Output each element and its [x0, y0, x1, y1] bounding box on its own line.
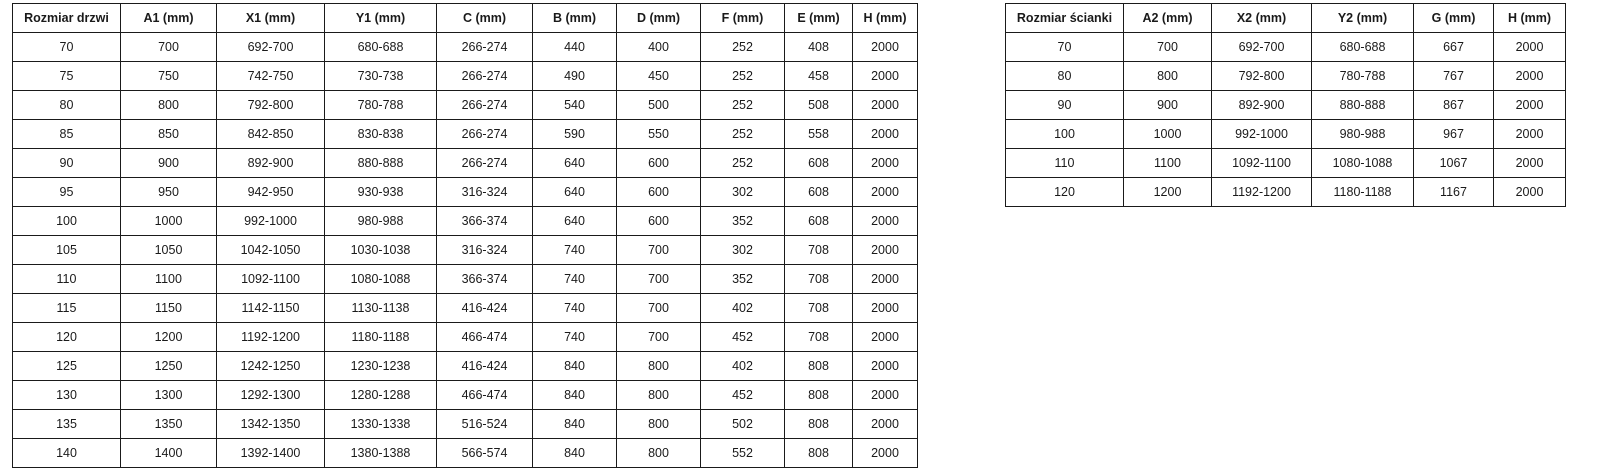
cell: 840 — [533, 381, 617, 410]
cell: 2000 — [853, 149, 918, 178]
cell: 452 — [701, 323, 785, 352]
cell: 867 — [1414, 91, 1494, 120]
cell: 700 — [121, 33, 217, 62]
cell: 2000 — [853, 236, 918, 265]
cell: 500 — [617, 91, 701, 120]
cell: 75 — [13, 62, 121, 91]
cell: 110 — [1006, 149, 1124, 178]
cell: 1192-1200 — [1212, 178, 1312, 207]
cell: 302 — [701, 236, 785, 265]
cell: 100 — [1006, 120, 1124, 149]
cell: 1067 — [1414, 149, 1494, 178]
wall-table-header — [1006, 4, 1566, 33]
cell: 692-700 — [1212, 33, 1312, 62]
cell: 302 — [701, 178, 785, 207]
cell: 516-524 — [437, 410, 533, 439]
cell: 2000 — [853, 381, 918, 410]
cell: 1300 — [121, 381, 217, 410]
cell: 2000 — [853, 120, 918, 149]
cell: 600 — [617, 207, 701, 236]
cell: 800 — [121, 91, 217, 120]
cell: 1100 — [1124, 149, 1212, 178]
door-table-body — [13, 33, 918, 468]
cell: 95 — [13, 178, 121, 207]
cell: 1242-1250 — [217, 352, 325, 381]
cell: 730-738 — [325, 62, 437, 91]
cell: 552 — [701, 439, 785, 468]
cell: 708 — [785, 323, 853, 352]
cell: 416-424 — [437, 294, 533, 323]
table-header-row — [13, 4, 918, 33]
door-size-table-container — [12, 3, 918, 468]
column-header-c: C (mm) — [437, 4, 533, 33]
cell: 830-838 — [325, 120, 437, 149]
cell: 440 — [533, 33, 617, 62]
cell: 1292-1300 — [217, 381, 325, 410]
cell: 1330-1338 — [325, 410, 437, 439]
cell: 792-800 — [217, 91, 325, 120]
cell: 1280-1288 — [325, 381, 437, 410]
cell: 2000 — [853, 323, 918, 352]
cell: 700 — [617, 323, 701, 352]
cell: 740 — [533, 294, 617, 323]
cell: 992-1000 — [1212, 120, 1312, 149]
cell: 2000 — [853, 410, 918, 439]
cell: 950 — [121, 178, 217, 207]
column-header-a2: A2 (mm) — [1124, 4, 1212, 33]
table-row — [13, 33, 918, 62]
cell: 2000 — [853, 294, 918, 323]
cell: 590 — [533, 120, 617, 149]
table-row — [13, 236, 918, 265]
cell: 892-900 — [1212, 91, 1312, 120]
table-row — [13, 381, 918, 410]
cell: 416-424 — [437, 352, 533, 381]
cell: 1092-1100 — [1212, 149, 1312, 178]
cell: 252 — [701, 62, 785, 91]
cell: 792-800 — [1212, 62, 1312, 91]
cell: 400 — [617, 33, 701, 62]
table-row — [13, 323, 918, 352]
cell: 1400 — [121, 439, 217, 468]
cell: 1000 — [121, 207, 217, 236]
cell: 2000 — [853, 62, 918, 91]
cell: 640 — [533, 149, 617, 178]
cell: 316-324 — [437, 236, 533, 265]
cell: 780-788 — [1312, 62, 1414, 91]
column-header-x1: X1 (mm) — [217, 4, 325, 33]
cell: 1200 — [121, 323, 217, 352]
cell: 640 — [533, 207, 617, 236]
cell: 140 — [13, 439, 121, 468]
table-row — [13, 207, 918, 236]
cell: 80 — [1006, 62, 1124, 91]
cell: 740 — [533, 265, 617, 294]
cell: 608 — [785, 149, 853, 178]
table-row — [13, 439, 918, 468]
cell: 608 — [785, 207, 853, 236]
cell: 842-850 — [217, 120, 325, 149]
cell: 708 — [785, 265, 853, 294]
cell: 2000 — [853, 91, 918, 120]
cell: 2000 — [1494, 62, 1566, 91]
cell: 808 — [785, 410, 853, 439]
cell: 600 — [617, 178, 701, 207]
cell: 800 — [617, 439, 701, 468]
cell: 266-274 — [437, 91, 533, 120]
cell: 252 — [701, 120, 785, 149]
cell: 316-324 — [437, 178, 533, 207]
cell: 252 — [701, 33, 785, 62]
column-header-e: E (mm) — [785, 4, 853, 33]
table-row — [13, 149, 918, 178]
cell: 930-938 — [325, 178, 437, 207]
cell: 640 — [533, 178, 617, 207]
table-row — [13, 178, 918, 207]
table-row — [1006, 62, 1566, 91]
table-row — [13, 62, 918, 91]
column-header-h: H (mm) — [853, 4, 918, 33]
table-row — [1006, 91, 1566, 120]
cell: 402 — [701, 352, 785, 381]
cell: 2000 — [1494, 33, 1566, 62]
cell: 740 — [533, 323, 617, 352]
table-header-row — [1006, 4, 1566, 33]
cell: 352 — [701, 207, 785, 236]
cell: 880-888 — [1312, 91, 1414, 120]
cell: 840 — [533, 439, 617, 468]
cell: 566-574 — [437, 439, 533, 468]
cell: 1092-1100 — [217, 265, 325, 294]
cell: 808 — [785, 381, 853, 410]
cell: 800 — [617, 410, 701, 439]
cell: 1200 — [1124, 178, 1212, 207]
cell: 558 — [785, 120, 853, 149]
cell: 100 — [13, 207, 121, 236]
cell: 1342-1350 — [217, 410, 325, 439]
cell: 1080-1088 — [325, 265, 437, 294]
cell: 466-474 — [437, 323, 533, 352]
cell: 2000 — [853, 265, 918, 294]
wall-size-table — [1005, 3, 1566, 207]
cell: 105 — [13, 236, 121, 265]
cell: 900 — [121, 149, 217, 178]
cell: 135 — [13, 410, 121, 439]
cell: 780-788 — [325, 91, 437, 120]
cell: 1350 — [121, 410, 217, 439]
column-header-b: B (mm) — [533, 4, 617, 33]
column-header-y2: Y2 (mm) — [1312, 4, 1414, 33]
cell: 2000 — [853, 439, 918, 468]
cell: 2000 — [1494, 120, 1566, 149]
cell: 125 — [13, 352, 121, 381]
cell: 466-474 — [437, 381, 533, 410]
cell: 540 — [533, 91, 617, 120]
cell: 458 — [785, 62, 853, 91]
cell: 840 — [533, 352, 617, 381]
table-row — [13, 120, 918, 149]
cell: 1100 — [121, 265, 217, 294]
cell: 1000 — [1124, 120, 1212, 149]
cell: 808 — [785, 439, 853, 468]
cell: 800 — [617, 381, 701, 410]
cell: 1392-1400 — [217, 439, 325, 468]
cell: 120 — [13, 323, 121, 352]
cell: 900 — [1124, 91, 1212, 120]
cell: 700 — [617, 294, 701, 323]
wall-table-body — [1006, 33, 1566, 207]
cell: 2000 — [853, 352, 918, 381]
cell: 366-374 — [437, 207, 533, 236]
cell: 2000 — [853, 178, 918, 207]
cell: 110 — [13, 265, 121, 294]
cell: 2000 — [853, 207, 918, 236]
cell: 600 — [617, 149, 701, 178]
cell: 700 — [1124, 33, 1212, 62]
cell: 115 — [13, 294, 121, 323]
cell: 667 — [1414, 33, 1494, 62]
column-header-x2: X2 (mm) — [1212, 4, 1312, 33]
cell: 266-274 — [437, 149, 533, 178]
cell: 130 — [13, 381, 121, 410]
cell: 742-750 — [217, 62, 325, 91]
cell: 70 — [1006, 33, 1124, 62]
cell: 266-274 — [437, 33, 533, 62]
cell: 1030-1038 — [325, 236, 437, 265]
cell: 2000 — [853, 33, 918, 62]
cell: 1050 — [121, 236, 217, 265]
cell: 266-274 — [437, 62, 533, 91]
cell: 1042-1050 — [217, 236, 325, 265]
column-header-wall-size: Rozmiar ścianki — [1006, 4, 1124, 33]
table-row — [13, 294, 918, 323]
cell: 880-888 — [325, 149, 437, 178]
cell: 2000 — [1494, 149, 1566, 178]
cell: 2000 — [1494, 178, 1566, 207]
cell: 90 — [1006, 91, 1124, 120]
door-table-header — [13, 4, 918, 33]
cell: 2000 — [1494, 91, 1566, 120]
column-header-h: H (mm) — [1494, 4, 1566, 33]
cell: 767 — [1414, 62, 1494, 91]
cell: 1250 — [121, 352, 217, 381]
cell: 1180-1188 — [325, 323, 437, 352]
cell: 892-900 — [217, 149, 325, 178]
cell: 1192-1200 — [217, 323, 325, 352]
cell: 850 — [121, 120, 217, 149]
cell: 1080-1088 — [1312, 149, 1414, 178]
cell: 942-950 — [217, 178, 325, 207]
cell: 1167 — [1414, 178, 1494, 207]
cell: 680-688 — [325, 33, 437, 62]
cell: 252 — [701, 91, 785, 120]
cell: 740 — [533, 236, 617, 265]
cell: 70 — [13, 33, 121, 62]
cell: 800 — [1124, 62, 1212, 91]
cell: 502 — [701, 410, 785, 439]
cell: 120 — [1006, 178, 1124, 207]
cell: 85 — [13, 120, 121, 149]
cell: 708 — [785, 236, 853, 265]
table-row — [1006, 120, 1566, 149]
column-header-g: G (mm) — [1414, 4, 1494, 33]
cell: 608 — [785, 178, 853, 207]
cell: 680-688 — [1312, 33, 1414, 62]
cell: 840 — [533, 410, 617, 439]
cell: 992-1000 — [217, 207, 325, 236]
cell: 1130-1138 — [325, 294, 437, 323]
table-row — [13, 410, 918, 439]
cell: 967 — [1414, 120, 1494, 149]
column-header-y1: Y1 (mm) — [325, 4, 437, 33]
cell: 750 — [121, 62, 217, 91]
cell: 700 — [617, 265, 701, 294]
cell: 90 — [13, 149, 121, 178]
column-header-door-size: Rozmiar drzwi — [13, 4, 121, 33]
cell: 252 — [701, 149, 785, 178]
cell: 490 — [533, 62, 617, 91]
cell: 550 — [617, 120, 701, 149]
cell: 508 — [785, 91, 853, 120]
column-header-f: F (mm) — [701, 4, 785, 33]
cell: 450 — [617, 62, 701, 91]
table-row — [1006, 149, 1566, 178]
cell: 408 — [785, 33, 853, 62]
cell: 266-274 — [437, 120, 533, 149]
column-header-a1: A1 (mm) — [121, 4, 217, 33]
cell: 980-988 — [325, 207, 437, 236]
wall-size-table-container — [1005, 3, 1566, 207]
table-row — [13, 265, 918, 294]
cell: 692-700 — [217, 33, 325, 62]
cell: 700 — [617, 236, 701, 265]
door-size-table — [12, 3, 918, 468]
cell: 1150 — [121, 294, 217, 323]
cell: 352 — [701, 265, 785, 294]
cell: 1380-1388 — [325, 439, 437, 468]
cell: 1142-1150 — [217, 294, 325, 323]
cell: 402 — [701, 294, 785, 323]
cell: 1180-1188 — [1312, 178, 1414, 207]
table-row — [13, 352, 918, 381]
cell: 452 — [701, 381, 785, 410]
cell: 800 — [617, 352, 701, 381]
table-row — [1006, 178, 1566, 207]
cell: 808 — [785, 352, 853, 381]
table-row — [1006, 33, 1566, 62]
cell: 980-988 — [1312, 120, 1414, 149]
cell: 80 — [13, 91, 121, 120]
cell: 366-374 — [437, 265, 533, 294]
cell: 708 — [785, 294, 853, 323]
table-row — [13, 91, 918, 120]
column-header-d: D (mm) — [617, 4, 701, 33]
cell: 1230-1238 — [325, 352, 437, 381]
